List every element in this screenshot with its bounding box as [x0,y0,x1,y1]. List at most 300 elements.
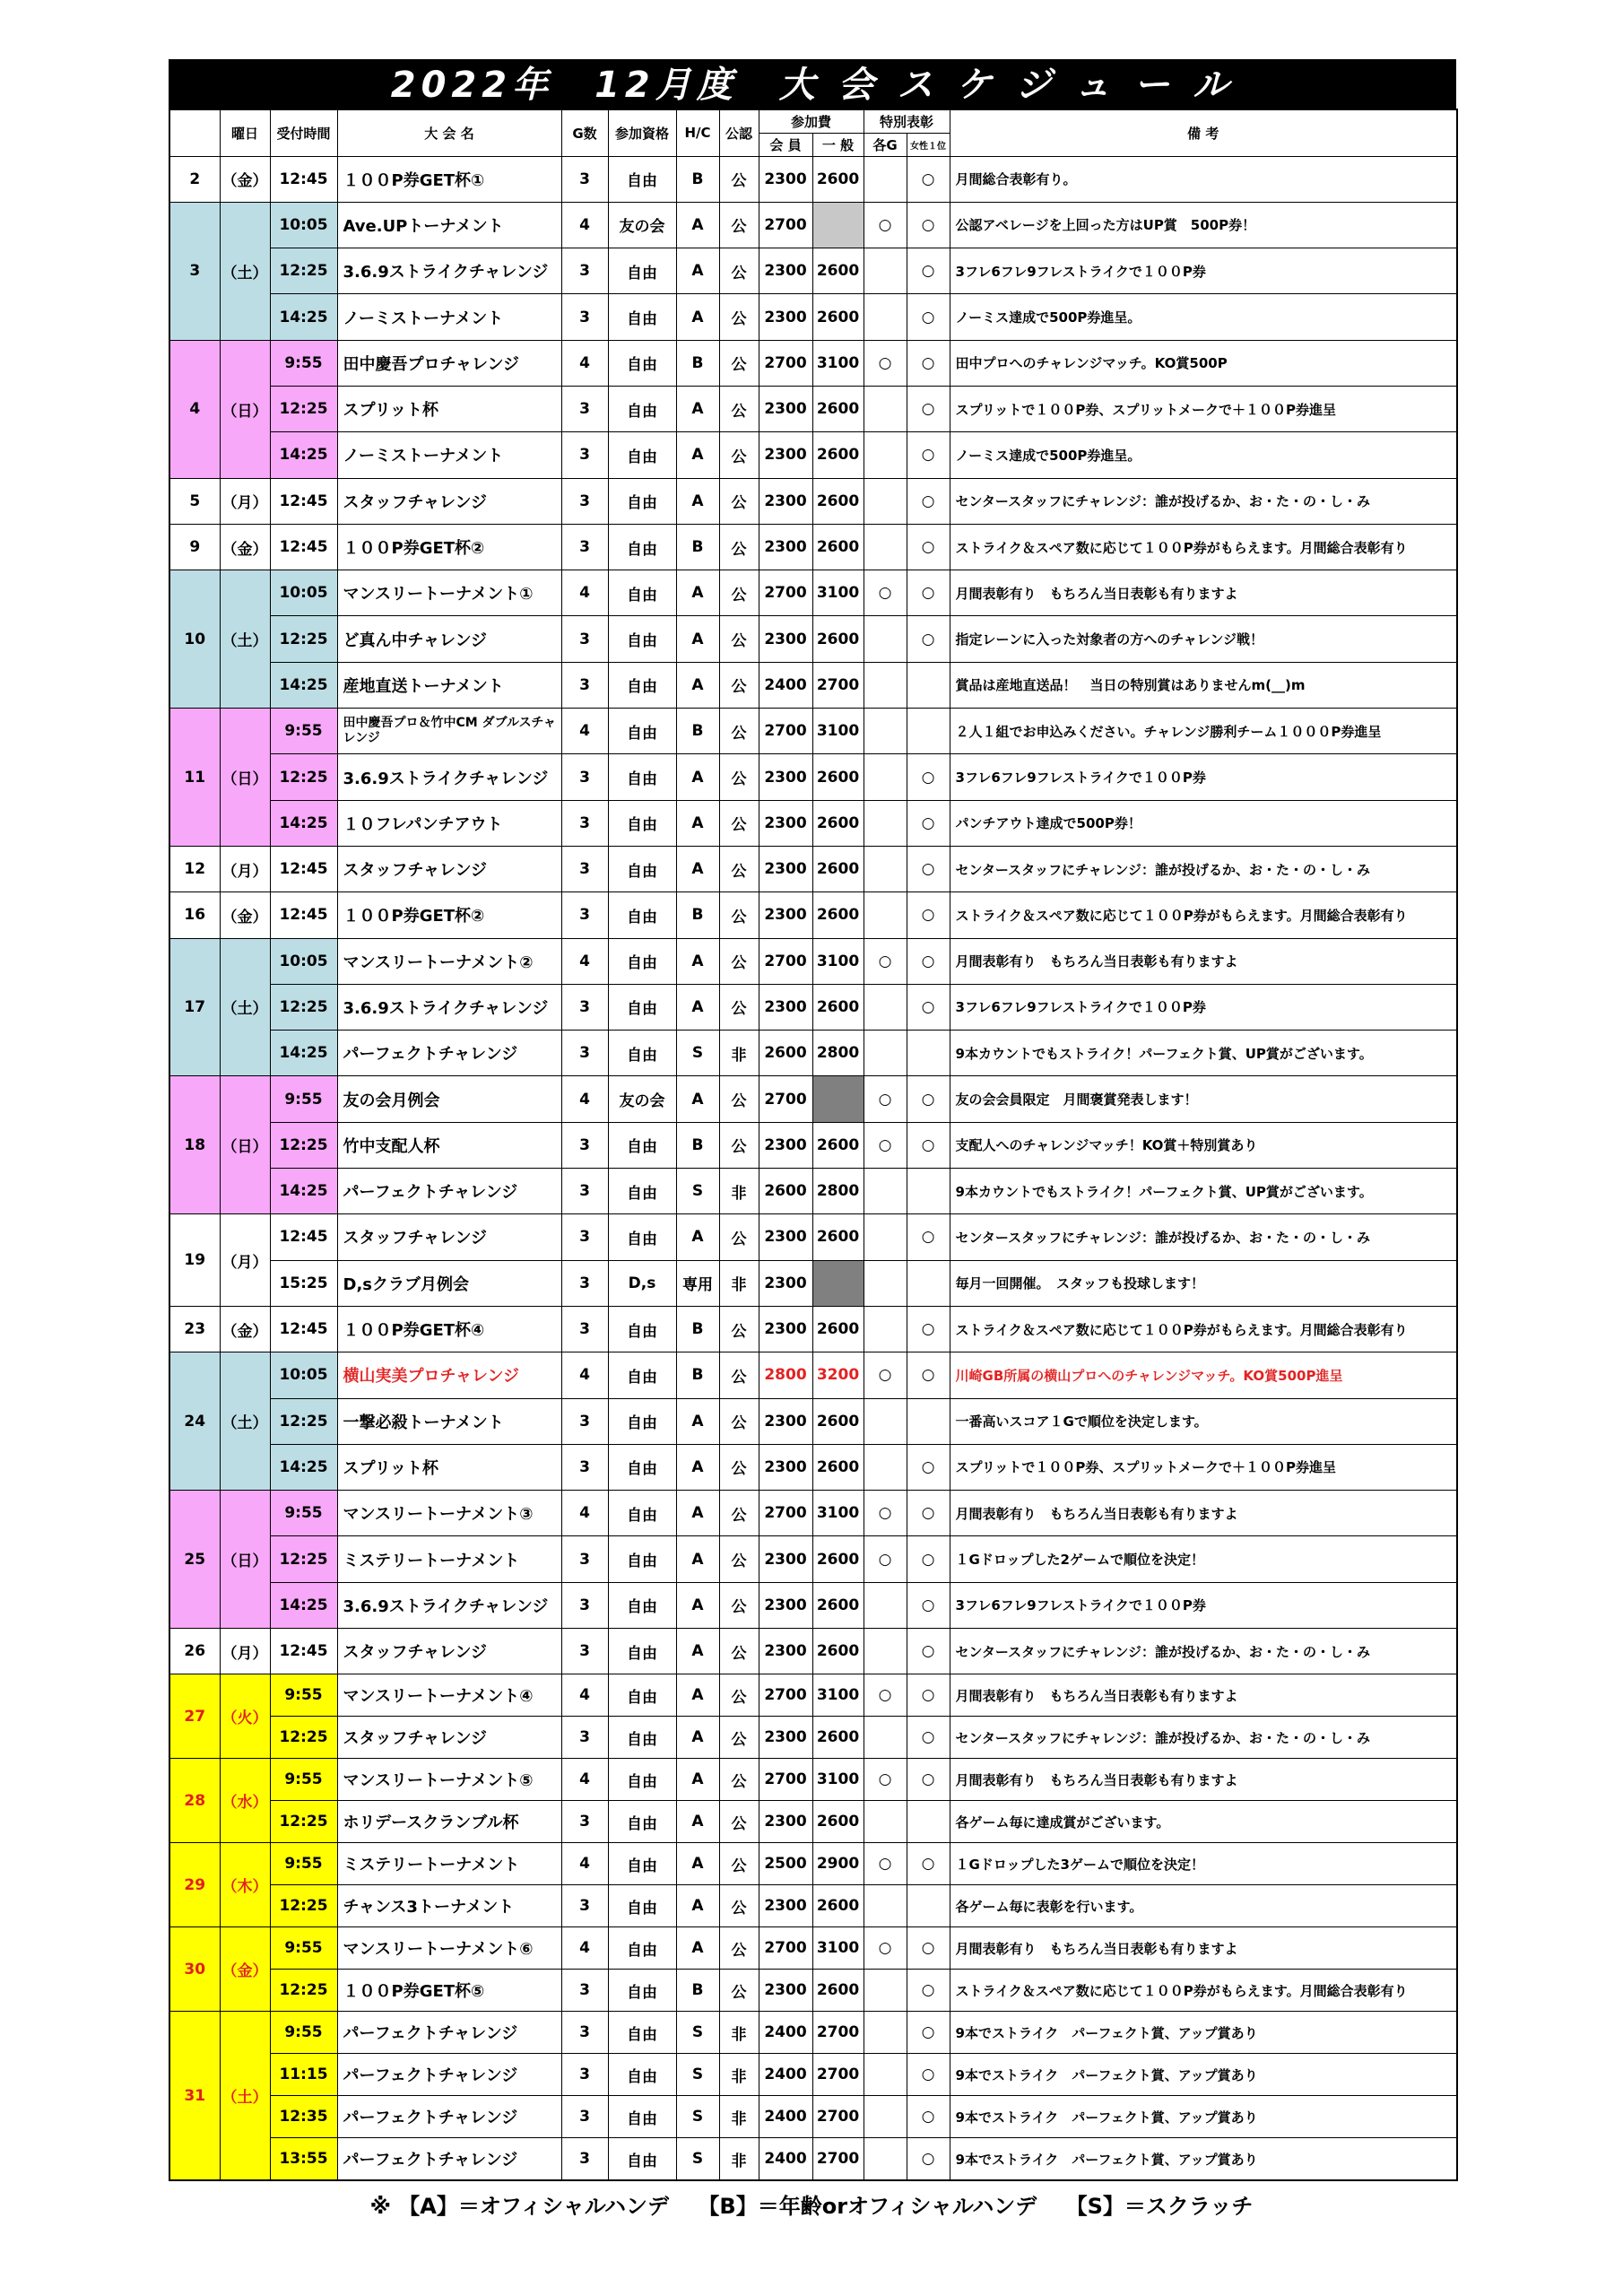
qualification-cell: 自由 [608,1927,676,1970]
event-name-cell: チャンス3トーナメント [337,1885,561,1927]
member-fee-cell: 2300 [759,1122,812,1168]
general-fee-cell [812,1260,864,1306]
event-name-cell: スタッフチャレンジ [337,846,561,891]
table-row [169,1885,1457,1927]
games-cell: 3 [561,478,608,524]
handicap-cell: S [676,2138,719,2180]
each-game-award-cell [864,478,907,524]
women-first-award-cell: ○ [907,524,950,570]
official-cell: 公 [719,1885,759,1927]
official-cell: 公 [719,1491,759,1536]
table-row [169,1306,1457,1352]
table-row [169,616,1457,662]
date-cell: 28 [169,1759,220,1843]
date-cell: 12 [169,846,220,891]
member-fee-cell: 2700 [759,938,812,984]
event-name-cell: パーフェクトチャレンジ [337,2138,561,2180]
general-fee-cell: 2600 [812,800,864,846]
time-cell: 10:05 [270,570,337,616]
time-cell: 12:45 [270,1214,337,1260]
schedule-body [169,156,1457,2180]
time-cell: 12:25 [270,754,337,800]
time-cell: 9:55 [270,1759,337,1801]
day-of-week-cell: （金） [220,524,270,570]
notes-cell: ストライク＆スペア数に応じて１００P券がもらえます。月間総合表彰有り [950,1306,1457,1352]
day-of-week-cell: （金） [220,892,270,938]
day-of-week-cell: （日） [220,709,270,847]
games-cell: 3 [561,1260,608,1306]
official-cell: 公 [719,202,759,248]
table-row [169,1927,1457,1970]
qualification-cell: 自由 [608,846,676,891]
official-cell: 公 [719,524,759,570]
member-fee-cell: 2300 [759,1444,812,1490]
general-fee-cell: 2600 [812,386,864,431]
table-row [169,1398,1457,1444]
each-game-award-cell: ○ [864,1759,907,1801]
event-name-cell: スプリット杯 [337,1444,561,1490]
event-name-cell: 友の会月例会 [337,1076,561,1122]
official-cell: 公 [719,340,759,386]
member-fee-cell: 2700 [759,709,812,754]
games-cell: 3 [561,1031,608,1076]
general-fee-cell: 3200 [812,1352,864,1398]
time-cell: 9:55 [270,1843,337,1885]
time-cell: 12:35 [270,2096,337,2138]
women-first-award-cell: ○ [907,1491,950,1536]
general-fee-cell: 2600 [812,1398,864,1444]
handicap-cell: A [676,846,719,891]
time-cell: 14:25 [270,432,337,478]
day-of-week-cell: （月） [220,1214,270,1307]
event-name-cell: １００P券GET杯④ [337,1306,561,1352]
day-of-week-cell: （土） [220,2012,270,2180]
qualification-cell: 自由 [608,1352,676,1398]
day-of-week-cell: （日） [220,1491,270,1629]
official-cell: 公 [719,248,759,294]
date-cell: 11 [169,709,220,847]
notes-cell: ２人１組でお申込みください。チャレンジ勝利チーム１０００P券進呈 [950,709,1457,754]
games-cell: 4 [561,1759,608,1801]
qualification-cell: 自由 [608,800,676,846]
member-fee-cell: 2700 [759,1491,812,1536]
event-name-cell: マンスリートーナメント② [337,938,561,984]
qualification-cell: 自由 [608,1629,676,1674]
member-fee-cell: 2300 [759,1717,812,1759]
member-fee-cell: 2300 [759,524,812,570]
general-fee-cell: 2600 [812,1629,864,1674]
day-of-week-cell: （月） [220,1629,270,1674]
women-first-award-cell: ○ [907,1352,950,1398]
each-game-award-cell [864,294,907,340]
member-fee-cell: 2500 [759,1843,812,1885]
date-cell: 5 [169,478,220,524]
qualification-cell: 友の会 [608,202,676,248]
each-game-award-cell: ○ [864,1927,907,1970]
general-fee-cell: 2600 [812,1444,864,1490]
official-cell: 公 [719,800,759,846]
general-fee-cell: 2600 [812,1717,864,1759]
notes-cell: 各ゲーム毎に達成賞がございます。 [950,1801,1457,1843]
games-cell: 3 [561,1122,608,1168]
games-cell: 4 [561,1674,608,1717]
event-name-cell: Ave.UPトーナメント [337,202,561,248]
games-cell: 3 [561,294,608,340]
member-fee-cell: 2300 [759,1398,812,1444]
time-cell: 12:25 [270,1885,337,1927]
member-fee-cell: 2700 [759,570,812,616]
notes-cell: 指定レーンに入った対象者の方へのチャレンジ戦！ [950,616,1457,662]
day-of-week-cell: （金） [220,1927,270,2012]
women-first-award-cell: ○ [907,478,950,524]
each-game-award-cell [864,2096,907,2138]
event-name-cell: ノーミストーナメント [337,294,561,340]
qualification-cell: 自由 [608,2096,676,2138]
each-game-award-cell: ○ [864,202,907,248]
women-first-award-cell: ○ [907,248,950,294]
member-fee-cell: 2300 [759,1801,812,1843]
official-cell: 公 [719,1582,759,1628]
general-fee-cell: 2600 [812,984,864,1030]
table-row [169,892,1457,938]
general-fee-cell: 2600 [812,1122,864,1168]
handicap-cell: A [676,1076,719,1122]
day-of-week-cell: （月） [220,846,270,891]
general-fee-cell: 3100 [812,709,864,754]
games-cell: 3 [561,432,608,478]
qualification-cell: 自由 [608,1031,676,1076]
qualification-cell: 自由 [608,248,676,294]
notes-cell: センタースタッフにチャレンジ：誰が投げるか、お・た・の・し・み [950,1629,1457,1674]
official-cell: 公 [719,1122,759,1168]
handicap-cell: A [676,984,719,1030]
qualification-cell: 自由 [608,709,676,754]
games-cell: 3 [561,1306,608,1352]
general-fee-cell: 3100 [812,340,864,386]
official-cell: 公 [719,984,759,1030]
event-name-cell: マンスリートーナメント③ [337,1491,561,1536]
official-cell: 公 [719,1629,759,1674]
games-cell: 4 [561,570,608,616]
handicap-cell: A [676,1885,719,1927]
official-cell: 公 [719,1927,759,1970]
qualification-cell: 自由 [608,1122,676,1168]
member-fee-cell: 2700 [759,340,812,386]
event-name-cell: １００P券GET杯② [337,524,561,570]
each-game-award-cell [864,1169,907,1214]
day-of-week-cell: （日） [220,1076,270,1214]
event-name-cell: 一撃必殺トーナメント [337,1398,561,1444]
time-cell: 12:45 [270,1306,337,1352]
member-fee-cell: 2700 [759,202,812,248]
general-fee-cell: 2700 [812,2138,864,2180]
table-row [169,1759,1457,1801]
date-cell: 4 [169,340,220,478]
event-name-cell: スタッフチャレンジ [337,1629,561,1674]
event-name-cell: ホリデースクランブル杯 [337,1801,561,1843]
handicap-cell: A [676,1843,719,1885]
women-first-award-cell: ○ [907,1122,950,1168]
official-cell: 公 [719,1214,759,1260]
time-cell: 14:25 [270,294,337,340]
handicap-cell: A [676,1214,719,1260]
time-cell: 12:45 [270,892,337,938]
date-cell: 31 [169,2012,220,2180]
official-cell: 公 [719,1352,759,1398]
member-fee-cell: 2300 [759,846,812,891]
games-cell: 3 [561,984,608,1030]
event-name-cell: 3.6.9ストライクチャレンジ [337,984,561,1030]
day-of-week-cell: （金） [220,1306,270,1352]
each-game-award-cell [864,1398,907,1444]
each-game-award-cell [864,1214,907,1260]
games-cell: 3 [561,1801,608,1843]
notes-cell: 3フレ6フレ9フレストライクで１００P券 [950,754,1457,800]
each-game-award-cell [864,2138,907,2180]
qualification-cell: 自由 [608,1444,676,1490]
notes-cell: ノーミス達成で500P券進呈。 [950,294,1457,340]
qualification-cell: 自由 [608,2012,676,2054]
women-first-award-cell: ○ [907,938,950,984]
day-of-week-cell: （水） [220,1759,270,1843]
notes-cell: 9本でストライク パーフェクト賞、アップ賞あり [950,2054,1457,2096]
member-fee-cell: 2800 [759,1352,812,1398]
time-cell: 12:45 [270,846,337,891]
each-game-award-cell [864,846,907,891]
general-fee-cell: 2600 [812,754,864,800]
general-fee-cell: 2700 [812,2054,864,2096]
women-first-award-cell: ○ [907,1843,950,1885]
general-fee-cell: 2600 [812,1885,864,1927]
notes-cell: スプリットで１００P券、スプリットメークで＋１００P券進呈 [950,1444,1457,1490]
handicap-cell: A [676,1674,719,1717]
women-first-award-cell: ○ [907,892,950,938]
table-row [169,432,1457,478]
qualification-cell: 自由 [608,1398,676,1444]
schedule-sheet [169,59,1456,2181]
event-name-cell: パーフェクトチャレンジ [337,2012,561,2054]
games-cell: 3 [561,800,608,846]
official-cell: 公 [719,294,759,340]
official-cell: 非 [719,2012,759,2054]
women-first-award-cell: ○ [907,294,950,340]
header-day: 曜日 [220,109,270,156]
general-fee-cell: 2700 [812,662,864,708]
table-row [169,1843,1457,1885]
women-first-award-cell: ○ [907,984,950,1030]
table-row [169,1717,1457,1759]
official-cell: 公 [719,754,759,800]
general-fee-cell: 2700 [812,2096,864,2138]
each-game-award-cell: ○ [864,1491,907,1536]
notes-cell: 一番高いスコア１Gで順位を決定します。 [950,1398,1457,1444]
each-game-award-cell [864,1582,907,1628]
time-cell: 12:25 [270,386,337,431]
event-name-cell: パーフェクトチャレンジ [337,2096,561,2138]
schedule-table [169,109,1458,2181]
table-row [169,386,1457,431]
notes-cell: 公認アベレージを上回った方はUP賞 500P券！ [950,202,1457,248]
member-fee-cell: 2400 [759,2096,812,2138]
women-first-award-cell: ○ [907,1674,950,1717]
member-fee-cell: 2300 [759,616,812,662]
table-row [169,156,1457,202]
handicap-cell: A [676,1927,719,1970]
table-row [169,1214,1457,1260]
games-cell: 3 [561,1885,608,1927]
general-fee-cell [812,202,864,248]
header-member: 会 員 [759,133,812,156]
general-fee-cell: 2700 [812,2012,864,2054]
women-first-award-cell [907,1260,950,1306]
member-fee-cell: 2700 [759,1927,812,1970]
games-cell: 3 [561,1536,608,1582]
notes-cell: １Gドロップした2ゲームで順位を決定！ [950,1536,1457,1582]
time-cell: 12:25 [270,1801,337,1843]
each-game-award-cell [864,1306,907,1352]
event-name-cell: パーフェクトチャレンジ [337,1031,561,1076]
event-name-cell: スタッフチャレンジ [337,478,561,524]
official-cell: 公 [719,386,759,431]
day-of-week-cell: （月） [220,478,270,524]
women-first-award-cell: ○ [907,2012,950,2054]
games-cell: 4 [561,1076,608,1122]
women-first-award-cell: ○ [907,386,950,431]
member-fee-cell: 2300 [759,984,812,1030]
table-row [169,570,1457,616]
games-cell: 3 [561,1398,608,1444]
time-cell: 10:05 [270,938,337,984]
handicap-cell: B [676,156,719,202]
event-name-cell: １００P券GET杯⑤ [337,1970,561,2012]
qualification-cell: 自由 [608,892,676,938]
table-row [169,800,1457,846]
qualification-cell: 自由 [608,1582,676,1628]
date-cell: 26 [169,1629,220,1674]
games-cell: 3 [561,1444,608,1490]
notes-cell: ノーミス達成で500P券進呈。 [950,432,1457,478]
general-fee-cell: 3100 [812,570,864,616]
time-cell: 15:25 [270,1260,337,1306]
event-name-cell: マンスリートーナメント① [337,570,561,616]
handicap-cell: S [676,2096,719,2138]
each-game-award-cell [864,1629,907,1674]
header-fee: 参加費 [759,109,864,133]
qualification-cell: 自由 [608,1306,676,1352]
date-cell: 3 [169,202,220,340]
each-game-award-cell [864,1031,907,1076]
event-name-cell: マンスリートーナメント⑤ [337,1759,561,1801]
date-cell: 16 [169,892,220,938]
header-official: 公認 [719,109,759,156]
time-cell: 12:25 [270,984,337,1030]
member-fee-cell: 2300 [759,892,812,938]
time-cell: 10:05 [270,1352,337,1398]
each-game-award-cell [864,800,907,846]
notes-cell: 月間総合表彰有り。 [950,156,1457,202]
time-cell: 14:25 [270,662,337,708]
qualification-cell: 自由 [608,478,676,524]
handicap-cell: A [676,386,719,431]
general-fee-cell: 3100 [812,1759,864,1801]
date-cell: 29 [169,1843,220,1927]
notes-cell: センタースタッフにチャレンジ：誰が投げるか、お・た・の・し・み [950,1214,1457,1260]
member-fee-cell: 2300 [759,1970,812,2012]
date-cell: 24 [169,1352,220,1491]
games-cell: 3 [561,662,608,708]
each-game-award-cell [864,1444,907,1490]
time-cell: 14:25 [270,1582,337,1628]
handicap-cell: S [676,2054,719,2096]
header-qualification: 参加資格 [608,109,676,156]
official-cell: 公 [719,1306,759,1352]
event-name-cell: マンスリートーナメント⑥ [337,1927,561,1970]
general-fee-cell: 2600 [812,156,864,202]
header-handicap: H/C [676,109,719,156]
table-row [169,984,1457,1030]
each-game-award-cell [864,616,907,662]
handicap-cell: A [676,248,719,294]
games-cell: 4 [561,709,608,754]
general-fee-cell: 2600 [812,478,864,524]
women-first-award-cell: ○ [907,1717,950,1759]
games-cell: 3 [561,1214,608,1260]
day-of-week-cell: （土） [220,202,270,340]
event-name-cell: 田中慶吾プロチャレンジ [337,340,561,386]
qualification-cell: 自由 [608,294,676,340]
women-first-award-cell: ○ [907,1582,950,1628]
time-cell: 12:45 [270,478,337,524]
general-fee-cell: 3100 [812,938,864,984]
women-first-award-cell: ○ [907,1629,950,1674]
time-cell: 9:55 [270,2012,337,2054]
member-fee-cell: 2300 [759,294,812,340]
date-cell: 17 [169,938,220,1076]
women-first-award-cell: ○ [907,202,950,248]
women-first-award-cell: ○ [907,570,950,616]
women-first-award-cell [907,662,950,708]
handicap-cell: A [676,1629,719,1674]
official-cell: 公 [719,616,759,662]
event-name-cell: スタッフチャレンジ [337,1214,561,1260]
qualification-cell: 自由 [608,524,676,570]
official-cell: 非 [719,1169,759,1214]
notes-cell: ストライク＆スペア数に応じて１００P券がもらえます。月間総合表彰有り [950,524,1457,570]
notes-cell: 9本でストライク パーフェクト賞、アップ賞あり [950,2138,1457,2180]
general-fee-cell: 2600 [812,1582,864,1628]
official-cell: 公 [719,156,759,202]
qualification-cell: 自由 [608,156,676,202]
official-cell: 公 [719,1717,759,1759]
official-cell: 公 [719,1398,759,1444]
qualification-cell: 自由 [608,1491,676,1536]
general-fee-cell: 2800 [812,1031,864,1076]
date-cell: 18 [169,1076,220,1214]
notes-cell: 川崎GB所属の横山プロへのチャレンジマッチ。KO賞500P進呈 [950,1352,1457,1398]
general-fee-cell: 2600 [812,294,864,340]
official-cell: 公 [719,662,759,708]
handicap-cell: A [676,754,719,800]
qualification-cell: 自由 [608,2054,676,2096]
member-fee-cell: 2600 [759,1031,812,1076]
notes-cell: 支配人へのチャレンジマッチ！KO賞＋特別賞あり [950,1122,1457,1168]
official-cell: 公 [719,1536,759,1582]
event-name-cell: パーフェクトチャレンジ [337,1169,561,1214]
notes-cell: センタースタッフにチャレンジ：誰が投げるか、お・た・の・し・み [950,478,1457,524]
handicap-cell: A [676,800,719,846]
games-cell: 3 [561,156,608,202]
date-cell: 10 [169,570,220,709]
